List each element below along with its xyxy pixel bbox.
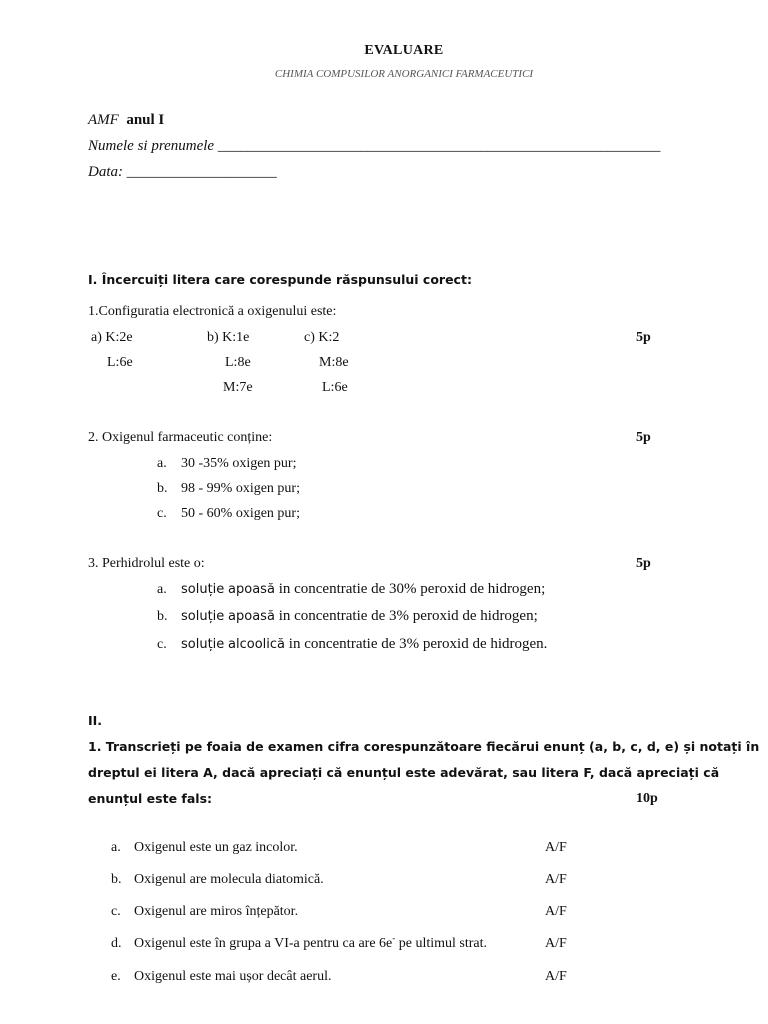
option-word: apoasă [228, 582, 275, 597]
statement-a-answer: A/F [545, 840, 567, 855]
option-rest: in concentratie de 3% peroxid de hidrogen. [285, 636, 548, 652]
option-text: 30 -35% oxigen pur; [181, 456, 297, 471]
q1-option-c-line1: c) K:2 [304, 330, 340, 345]
statement-c [111, 904, 299, 920]
statement-c-answer: A/F [545, 904, 567, 919]
statement-text: Oxigenul are miros înțepător. [134, 904, 299, 919]
section-1-heading: I. Încercuiți litera care corespunde răspunsului corect: [88, 272, 472, 287]
section-2-instructions-line1: 1. Transcrieți pe foaia de examen cifra corespunzătoare fiecărui enunț (a, b, c, d, e) și notați în [88, 739, 760, 754]
class-label: AMF [88, 112, 119, 128]
statement-text [134, 933, 488, 952]
q1-option-c-line3: L:6e [322, 380, 348, 395]
name-field-label: Numele si prenumele ___________________________________________________________ [88, 138, 661, 154]
q1-option-b-line1: b) K:1e [207, 330, 250, 345]
option-letter: a. [157, 582, 167, 597]
question-3-text: 3. Perhidrolul este o: [88, 556, 205, 571]
option-text [181, 581, 545, 598]
section-2-heading: II. [88, 713, 103, 728]
statement-text-end: pe ultimul strat. [395, 936, 488, 951]
option-word: apoasă [228, 609, 275, 624]
statement-text: Oxigenul are molecula diatomică. [134, 872, 324, 887]
option-letter: b. [157, 481, 168, 496]
q3-option-b [157, 608, 538, 625]
statement-b [111, 872, 324, 888]
statement-letter: e. [111, 969, 121, 984]
statement-d [111, 933, 488, 952]
q2-option-b [157, 481, 300, 497]
option-rest: in concentratie de 3% peroxid de hidrogen; [274, 608, 538, 624]
statement-a [111, 840, 298, 856]
statement-e [111, 969, 332, 985]
section-2-instructions-line2: dreptul ei litera A, dacă apreciați că enunțul este adevărat, sau litera F, dacă apreciați că [88, 765, 720, 780]
q2-option-c [157, 506, 300, 522]
statement-d-answer: A/F [545, 936, 567, 951]
statement-letter: b. [111, 872, 122, 887]
option-letter: c. [157, 506, 167, 521]
statement-letter: d. [111, 936, 122, 951]
option-text: 98 - 99% oxigen pur; [181, 481, 300, 496]
page-title: EVALUARE [364, 43, 444, 58]
q3-option-c [157, 636, 548, 653]
option-letter: a. [157, 456, 167, 471]
q1-option-a-line2: L:6e [107, 355, 133, 370]
statement-text-start: Oxigenul este în grupa a VI-a pentru ca are 6e [134, 936, 393, 951]
date-field-label: Data: ____________________ [88, 164, 277, 180]
statement-e-answer: A/F [545, 969, 567, 984]
section-2-points: 10p [636, 791, 658, 806]
q1-option-a-line1: a) K:2e [91, 330, 133, 345]
q3-option-a [157, 581, 546, 598]
option-word: soluție [181, 637, 225, 652]
q1-option-b-line2: L:8e [225, 355, 251, 370]
q2-option-a [157, 456, 297, 472]
section-2-instructions-line3: enunțul este fals: [88, 791, 213, 806]
option-letter: b. [157, 609, 168, 624]
superscript-minus: - [392, 933, 396, 943]
statement-text: Oxigenul este mai ușor decât aerul. [134, 969, 332, 984]
option-text [181, 608, 538, 625]
class-line [88, 112, 164, 129]
question-2-text: 2. Oxigenul farmaceutic conține: [88, 430, 273, 445]
statement-text: Oxigenul este un gaz incolor. [134, 840, 298, 855]
option-text: 50 - 60% oxigen pur; [181, 506, 300, 521]
question-3-points: 5p [636, 556, 651, 571]
option-text [181, 636, 547, 653]
page-subtitle: CHIMIA COMPUSILOR ANORGANICI FARMACEUTICI [274, 68, 534, 80]
q1-option-b-line3: M:7e [223, 380, 253, 395]
statement-letter: c. [111, 904, 121, 919]
question-1-points: 5p [636, 330, 651, 345]
option-word: alcoolică [228, 637, 286, 652]
statement-b-answer: A/F [545, 872, 567, 887]
year-label: anul I [126, 112, 165, 128]
q1-option-c-line2: M:8e [319, 355, 349, 370]
option-word: soluție [181, 609, 225, 624]
option-word: soluție [181, 582, 225, 597]
option-rest: in concentratie de 30% peroxid de hidrogen; [274, 581, 546, 597]
question-2-points: 5p [636, 430, 651, 445]
question-1-text: 1.Configuratia electronică a oxigenului este: [88, 304, 337, 319]
statement-letter: a. [111, 840, 121, 855]
option-letter: c. [157, 637, 167, 652]
